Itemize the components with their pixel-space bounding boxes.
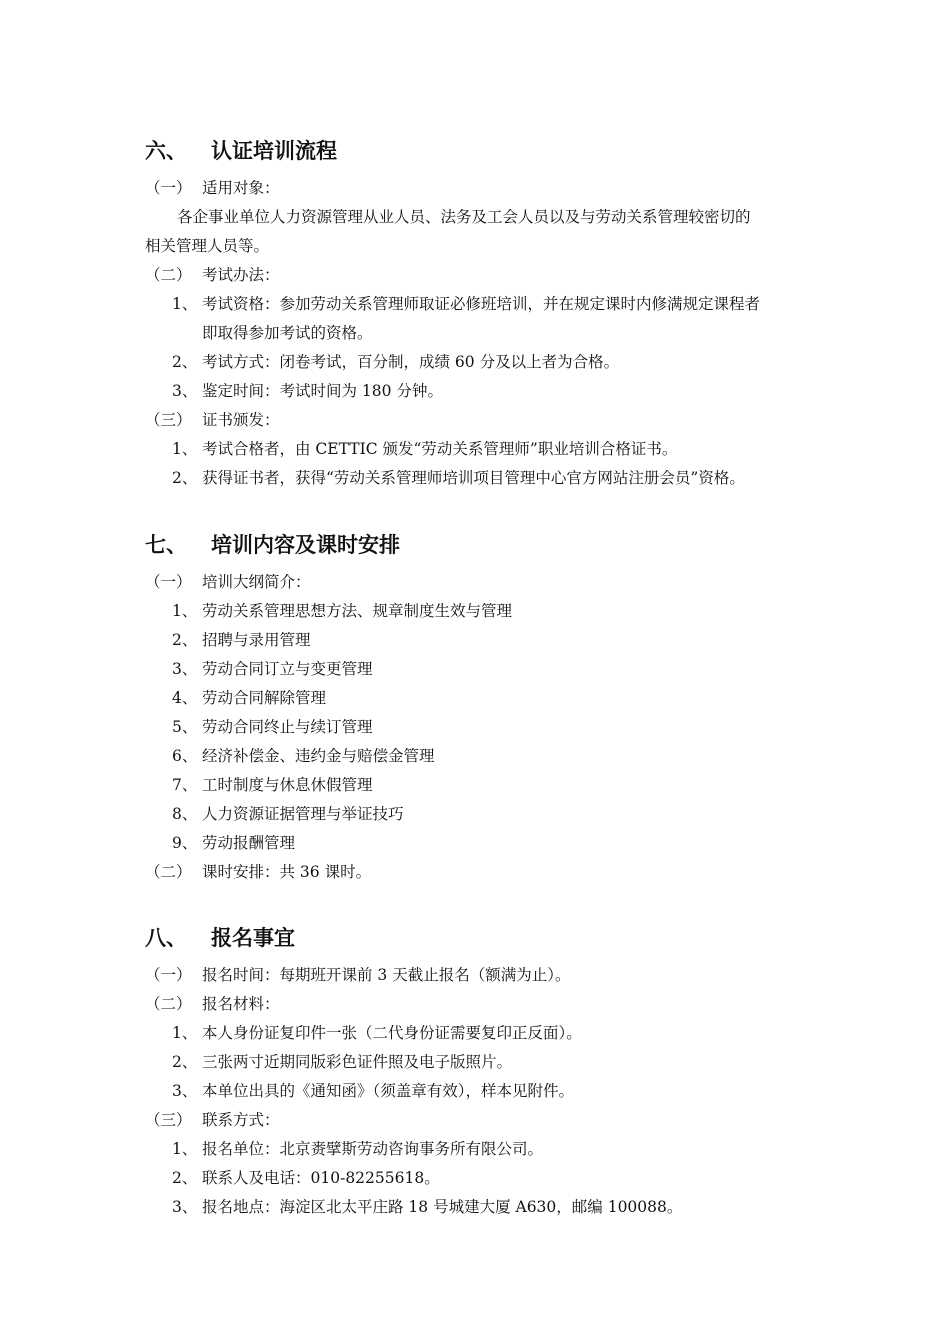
sec6-sub-2-item-2 [172, 352, 619, 372]
item-marker: 1、 [172, 440, 198, 458]
sec6-sub-2-item-3 [172, 381, 443, 401]
item-text: 劳动合同解除管理 [202, 689, 327, 707]
sec7-sub-1 [145, 572, 311, 592]
sub-marker: （一） [145, 179, 192, 197]
item-text: 报名单位：北京赉擘斯劳动咨询事务所有限公司。 [202, 1140, 544, 1158]
sec8-sub-3-item-3 [172, 1197, 682, 1217]
item-marker: 1、 [172, 1024, 198, 1042]
item-marker: 2、 [172, 631, 198, 649]
item-marker: 3、 [172, 1198, 198, 1216]
item-marker: 2、 [172, 1053, 198, 1071]
sec6-sub-3 [145, 410, 280, 430]
sec8-sub-3-item-2 [172, 1168, 440, 1188]
sec7-outline-item-4 [172, 688, 326, 708]
item-text: 经济补偿金、违约金与赔偿金管理 [202, 747, 435, 765]
sec7-outline-item-2 [172, 630, 311, 650]
sec6-sub-1 [145, 178, 280, 198]
sec6-sub-1-body-line-1: 各企事业单位人力资源管理从业人员、法务及工会人员以及与劳动关系管理较密切的 [177, 208, 751, 226]
item-marker: 2、 [172, 469, 198, 487]
item-marker: 5、 [172, 718, 198, 736]
item-text: 劳动合同订立与变更管理 [202, 660, 373, 678]
sec8-sub-3-item-1 [172, 1139, 543, 1159]
sub-text: 课时安排：共 36 课时。 [202, 863, 372, 881]
section-7-number: 七、 [145, 533, 187, 557]
sub-text: 报名材料： [202, 995, 280, 1013]
sec8-sub-2-item-2 [172, 1052, 512, 1072]
item-marker: 8、 [172, 805, 198, 823]
item-marker: 6、 [172, 747, 198, 765]
sec6-sub-1-body-line-2: 相关管理人员等。 [145, 237, 270, 255]
item-text: 三张两寸近期同版彩色证件照及电子版照片。 [202, 1053, 513, 1071]
item-text: 鉴定时间：考试时间为 180 分钟。 [202, 382, 443, 400]
item-marker: 9、 [172, 834, 198, 852]
section-7-title: 培训内容及课时安排 [211, 533, 400, 557]
sub-text: 考试办法： [202, 266, 280, 284]
section-7-heading [145, 532, 400, 558]
sec6-sub-3-item-2 [172, 468, 745, 488]
sec8-sub-1 [145, 965, 570, 985]
item-text: 本人身份证复印件一张（二代身份证需要复印正反面）。 [202, 1024, 582, 1042]
item-text: 工时制度与休息休假管理 [202, 776, 373, 794]
sec8-sub-3 [145, 1110, 280, 1130]
sec7-outline-item-1 [172, 601, 512, 621]
item-marker: 3、 [172, 660, 198, 678]
item-marker: 3、 [172, 382, 198, 400]
sec6-sub-3-item-1 [172, 439, 677, 459]
section-8-heading [145, 925, 295, 951]
item-text: 劳动报酬管理 [202, 834, 296, 852]
sec7-outline-item-8 [172, 804, 404, 824]
item-marker: 3、 [172, 1082, 198, 1100]
sub-marker: （三） [145, 1111, 192, 1129]
item-text: 联系人及电话：010-82255618。 [202, 1169, 440, 1187]
item-text: 考试资格：参加劳动关系管理师取证必修班培训，并在规定课时内修满规定课程者 [202, 295, 761, 313]
sec6-sub-2-item-1 [172, 294, 760, 314]
section-6-number: 六、 [145, 139, 187, 163]
item-marker: 2、 [172, 1169, 198, 1187]
item-text: 人力资源证据管理与举证技巧 [202, 805, 404, 823]
section-8-title: 报名事宜 [211, 926, 295, 950]
item-marker: 1、 [172, 1140, 198, 1158]
item-marker: 4、 [172, 689, 198, 707]
sub-text: 适用对象： [202, 179, 280, 197]
item-marker: 1、 [172, 602, 198, 620]
sec6-sub-2-item-1-continued: 即取得参加考试的资格。 [202, 324, 373, 342]
sec6-sub-2 [145, 265, 280, 285]
sub-marker: （二） [145, 266, 192, 284]
sec8-sub-2 [145, 994, 280, 1014]
item-text: 招聘与录用管理 [202, 631, 311, 649]
item-text: 获得证书者，获得“劳动关系管理师培训项目管理中心官方网站注册会员”资格。 [202, 469, 745, 487]
item-text: 考试方式：闭卷考试，百分制，成绩 60 分及以上者为合格。 [202, 353, 620, 371]
sub-marker: （二） [145, 863, 192, 881]
sub-marker: （二） [145, 995, 192, 1013]
sec8-sub-2-item-3 [172, 1081, 574, 1101]
sub-text: 培训大纲简介： [202, 573, 311, 591]
sub-marker: （三） [145, 411, 192, 429]
item-text: 考试合格者，由 CETTIC 颁发“劳动关系管理师”职业培训合格证书。 [202, 440, 678, 458]
sec7-outline-item-5 [172, 717, 373, 737]
sub-marker: （一） [145, 966, 192, 984]
item-marker: 2、 [172, 353, 198, 371]
sec8-sub-2-item-1 [172, 1023, 582, 1043]
sec7-outline-item-9 [172, 833, 295, 853]
sec7-outline-item-3 [172, 659, 373, 679]
sec7-outline-item-6 [172, 746, 435, 766]
item-text: 劳动关系管理思想方法、规章制度生效与管理 [202, 602, 513, 620]
item-marker: 1、 [172, 295, 198, 313]
sub-text: 报名时间：每期班开课前 3 天截止报名（额满为止）。 [202, 966, 571, 984]
sec7-sub-2 [145, 862, 371, 882]
item-marker: 7、 [172, 776, 198, 794]
section-6-title: 认证培训流程 [211, 139, 337, 163]
item-text: 本单位出具的《通知函》（须盖章有效），样本见附件。 [202, 1082, 575, 1100]
sub-marker: （一） [145, 573, 192, 591]
sub-text: 联系方式： [202, 1111, 280, 1129]
section-6-heading [145, 138, 337, 164]
item-text: 劳动合同终止与续订管理 [202, 718, 373, 736]
section-8-number: 八、 [145, 926, 187, 950]
sub-text: 证书颁发： [202, 411, 280, 429]
item-text: 报名地点：海淀区北太平庄路 18 号城建大厦 A630，邮编 100088。 [202, 1198, 683, 1216]
sec7-outline-item-7 [172, 775, 373, 795]
